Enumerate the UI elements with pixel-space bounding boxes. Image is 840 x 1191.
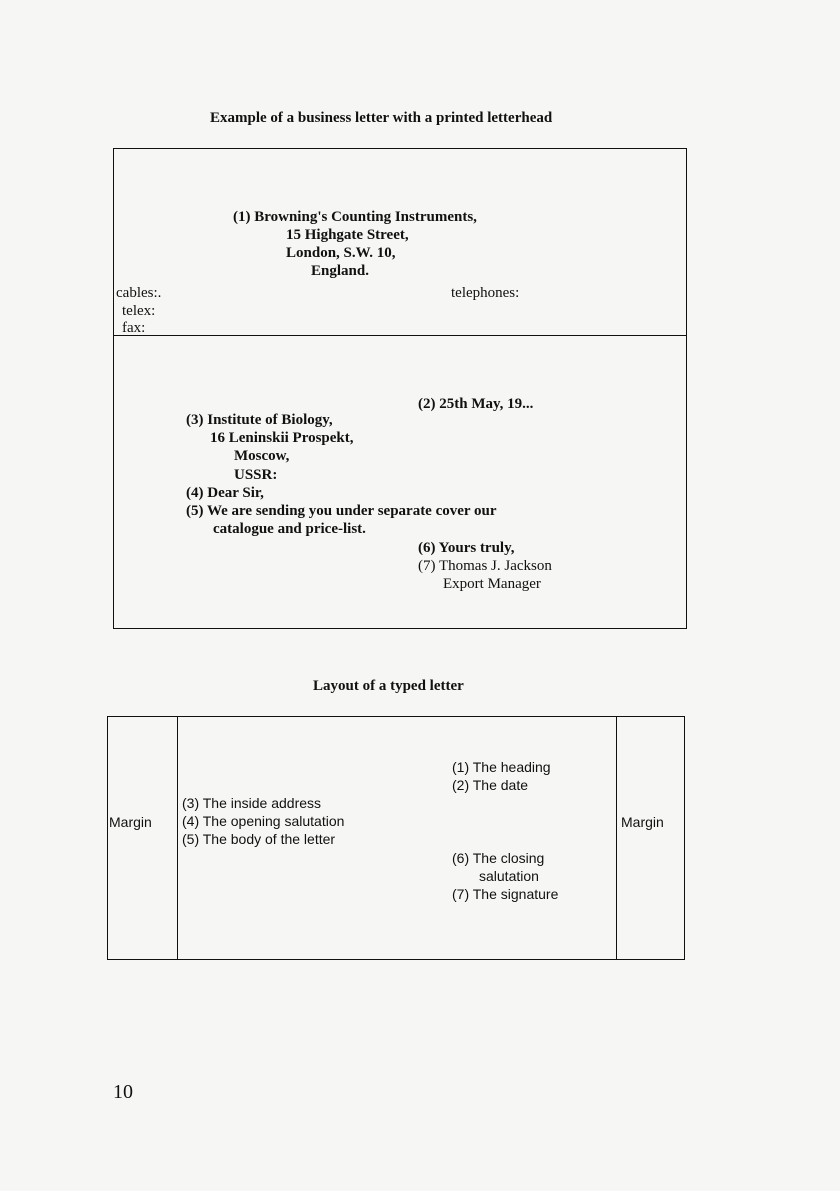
signature-title: Export Manager (443, 576, 541, 592)
letter-closing: (6) Yours truly, (418, 540, 515, 556)
layout-heading: (1) The heading (452, 759, 551, 775)
company-city: London, S.W. 10, (286, 245, 396, 261)
fax-label: fax: (122, 320, 146, 336)
layout-title: Layout of a typed letter (313, 678, 464, 694)
layout-body: (5) The body of the letter (182, 831, 336, 847)
letter-body-line: (5) We are sending you under separate cover our (186, 503, 497, 519)
left-margin-label: Margin (109, 814, 152, 830)
inside-address-line: 16 Leninskii Prospekt, (210, 430, 354, 446)
company-name: (1) Browning's Counting Instruments, (233, 209, 477, 225)
letterhead-divider (113, 335, 686, 336)
company-country: England. (311, 263, 369, 279)
right-margin-divider (616, 716, 617, 960)
letter-date: (2) 25th May, 19... (418, 396, 534, 412)
right-margin-label: Margin (621, 814, 664, 830)
letter-body-line: catalogue and price-list. (213, 521, 366, 537)
layout-signature: (7) The signature (452, 886, 559, 902)
layout-opening-salutation: (4) The opening salutation (182, 813, 345, 829)
page-number: 10 (113, 1081, 133, 1103)
layout-inside-address: (3) The inside address (182, 795, 322, 811)
cables-label: cables:. (116, 285, 162, 301)
letterhead-example-title: Example of a business letter with a printed letterhead (210, 110, 553, 126)
company-street: 15 Highgate Street, (286, 227, 409, 243)
layout-closing: (6) The closing (452, 850, 545, 866)
inside-address-line: Moscow, (234, 448, 290, 464)
layout-closing-continued: salutation (479, 868, 539, 884)
inside-address-line: USSR: (234, 467, 278, 483)
letter-salutation: (4) Dear Sir, (186, 485, 264, 501)
telephones-label: telephones: (451, 285, 520, 301)
signature-name: (7) Thomas J. Jackson (418, 558, 552, 574)
telex-label: telex: (122, 303, 156, 319)
inside-address-line: (3) Institute of Biology, (186, 412, 333, 428)
layout-date: (2) The date (452, 777, 529, 793)
left-margin-divider (177, 716, 178, 960)
